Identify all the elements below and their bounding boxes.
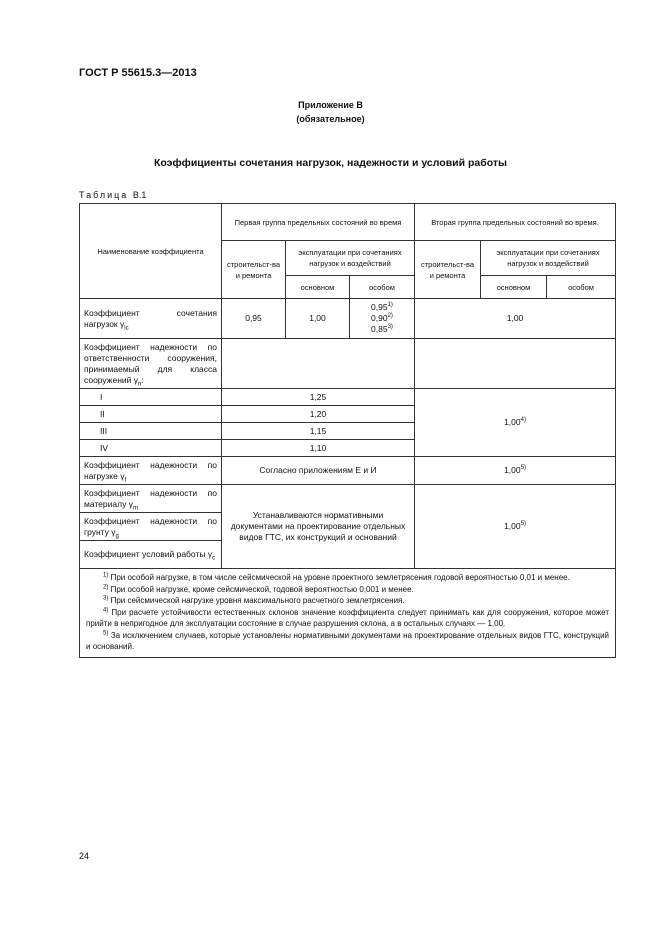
load-g2	[415, 457, 616, 485]
symbol-subscript: m	[132, 505, 138, 512]
footnote-mark: 3)	[387, 324, 393, 331]
footnote-mark: 5)	[520, 465, 526, 472]
table-caption-number: В.1	[132, 190, 147, 200]
symbol-gamma: γ	[133, 374, 139, 385]
footnote-mark: 3)	[103, 595, 109, 602]
shared-g1: Устанавливаются нормативными документами на проектирование отдельных видов ГТС, их конструкций и оснований	[222, 485, 415, 569]
combination-g1-main: 1,00	[286, 299, 350, 339]
class-value: 1,10	[222, 440, 415, 457]
symbol-suffix: :	[141, 374, 144, 385]
footnote-mark: 4)	[103, 606, 109, 613]
table-caption	[79, 190, 146, 200]
footnote-mark: 1)	[103, 572, 109, 579]
header-group-2: Вторая группа предельных состояний во время.	[415, 204, 616, 241]
header-name-column: Наименование коэффициента	[80, 204, 222, 299]
class-name: IV	[80, 440, 222, 457]
symbol-subscript: n	[138, 381, 142, 388]
reliability-g1-empty	[222, 339, 415, 389]
row-label-reliability	[80, 339, 222, 389]
load-g1: Согласно приложениям Е и И	[222, 457, 415, 485]
footnote-mark: 2)	[103, 583, 109, 590]
class-name: I	[80, 389, 222, 406]
footnote-mark: 1)	[387, 302, 393, 309]
appendix-title: Коэффициенты сочетания нагрузок, надежности и условий работы	[153, 157, 508, 169]
table-row	[80, 485, 616, 513]
special-value	[354, 313, 410, 324]
row-label-text: Коэффициент надежности по ответственности сооружения, принимаемый для класса сооружений	[84, 341, 217, 385]
header-g2-main: основном	[481, 276, 547, 299]
symbol-gamma: γ	[207, 549, 213, 559]
row-label-load	[80, 457, 222, 485]
footnote	[86, 584, 609, 596]
reliability-g2-empty	[415, 339, 616, 389]
row-label-text: Коэффициент надежности по грунту	[84, 515, 217, 537]
footnote-text: При расчете устойчивости естественных склонов значение коэффициента следует принимать как для сооружения, которое может прийти в непригодное для эксплуатации состояние в случае разрушения склона, а в остальных случаях — 1,00.	[86, 607, 610, 628]
combination-g2: 1,00	[415, 299, 616, 339]
reliability-g2-number: 1,00	[504, 417, 521, 427]
combination-g1-construction: 0,95	[222, 299, 286, 339]
footnote	[86, 607, 609, 630]
table-row	[80, 389, 616, 406]
footnote-text: При особой нагрузке, кроме сейсмической, годовой вероятностью 0,001 и менее.	[110, 584, 414, 594]
row-label-text: Коэффициент условий работы	[84, 549, 206, 559]
special-value	[354, 302, 410, 313]
table-caption-word: Таблица	[79, 190, 129, 200]
row-label-text: Коэффициент сочетания нагрузок	[84, 307, 217, 329]
class-name: II	[80, 406, 222, 423]
special-value-number: 0,90	[371, 313, 388, 323]
special-value-number: 0,85	[371, 324, 388, 334]
footnote	[86, 630, 609, 653]
row-label-soil	[80, 513, 222, 541]
row-label-work	[80, 541, 222, 569]
row-label-combination	[80, 299, 222, 339]
shared-g2	[415, 485, 616, 569]
header-g1-special: особом	[350, 276, 415, 299]
class-value: 1,25	[222, 389, 415, 406]
class-value: 1,15	[222, 423, 415, 440]
footnote-mark: 4)	[520, 417, 526, 424]
footnote-mark: 5)	[520, 521, 526, 528]
page-number: 24	[79, 851, 90, 861]
table-header-row	[80, 204, 616, 241]
footnote-mark: 5)	[103, 629, 109, 636]
row-label-text: Коэффициент надежности по нагрузке	[84, 459, 217, 481]
header-g2-construction: строительст-ва и ремонта	[415, 241, 481, 299]
special-value-number: 0,95	[371, 302, 388, 312]
load-g2-number: 1,00	[504, 465, 521, 475]
shared-g2-number: 1,00	[504, 521, 521, 531]
symbol-gamma: γ	[128, 498, 133, 509]
footnote	[86, 595, 609, 607]
row-label-material	[80, 485, 222, 513]
footnote-mark: 2)	[387, 313, 393, 320]
header-g1-main: основном	[286, 276, 350, 299]
footnote-text: При особой нагрузке, в том числе сейсмической на уровне проектного землетрясения годовой вероятностью 0,01 и менее.	[110, 573, 570, 582]
row-label-text: Коэффициент надежности по материалу	[84, 487, 217, 509]
footnote	[86, 572, 609, 584]
combination-g1-special	[350, 299, 415, 339]
class-name: III	[80, 423, 222, 440]
footnote-text: При сейсмической нагрузке уровня максимального расчетного землетрясения.	[110, 596, 405, 605]
document-id: ГОСТ Р 55615.3—2013	[79, 67, 197, 79]
symbol-subscript: f	[124, 477, 127, 484]
symbol-gamma: γ	[120, 470, 125, 481]
footnote-text: За исключением случаев, которые установлены нормативными документами на проектирование отдельных видов ГТС, конструкций и оснований.	[86, 630, 610, 651]
coefficients-table	[79, 203, 616, 658]
reliability-g2-value	[415, 389, 616, 457]
symbol-gamma: γ	[111, 526, 116, 537]
table-notes	[80, 569, 616, 658]
appendix-kind: (обязательное)	[296, 114, 365, 124]
header-g1-construction: строительст-ва и ремонта	[222, 241, 286, 299]
table-notes-row	[80, 569, 616, 658]
header-g1-operation: эксплуатации при сочетаниях нагрузок и воздействий	[286, 241, 415, 276]
class-value: 1,20	[222, 406, 415, 423]
table-row	[80, 457, 616, 485]
symbol-subscript: g	[115, 533, 119, 540]
header-g2-special: особом	[547, 276, 616, 299]
symbol-gamma: γ	[120, 318, 125, 329]
appendix-label: Приложение В	[298, 100, 363, 110]
table-row	[80, 339, 616, 389]
symbol-subscript: c	[212, 555, 216, 562]
symbol-subscript: lc	[124, 325, 129, 332]
special-value	[354, 324, 410, 335]
table-row	[80, 299, 616, 339]
header-g2-operation: эксплуатации при сочетаниях нагрузок и воздействий	[481, 241, 616, 276]
header-group-1: Первая группа предельных состояний во время	[222, 204, 415, 241]
appendix-heading	[0, 98, 661, 126]
